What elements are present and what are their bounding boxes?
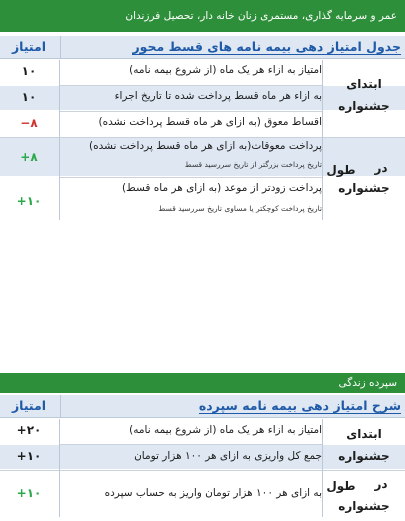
- s1-sep3: [0, 137, 405, 138]
- s2-vsep-right: [322, 419, 323, 517]
- s2-group2-label-b: طول: [326, 479, 356, 493]
- s2-sep2: [0, 470, 405, 471]
- s1-row3-text: اقساط معوق (به ازای هر ماه قسط پرداخت نشده): [98, 116, 322, 128]
- s1-row4-score: +۸: [20, 150, 38, 164]
- s2-sep1: [60, 444, 322, 445]
- s1-sep2: [60, 111, 322, 112]
- s2-row3-text: به ازای هر ۱۰۰ هزار تومان واریز به حساب سپرده: [104, 487, 322, 499]
- section2-title-row: [0, 395, 405, 418]
- section1-score-header: امتیاز: [11, 39, 47, 54]
- s2-row1-score: +۲۰: [16, 423, 42, 437]
- s1-group1-label-line1: ابتدای: [346, 77, 382, 91]
- s1-group2-label-a: در: [374, 161, 388, 175]
- s2-row2-score: +۱۰: [16, 449, 42, 463]
- s1-group2-label-c: جشنواره: [338, 181, 390, 195]
- s1-row4-subtext: تاریخ پرداخت بزرگتر از تاریخ سررسید قسط: [184, 160, 322, 169]
- section1-table-title-text: جدول امتیاز دهی بیمه نامه های قسط محور: [132, 39, 401, 54]
- s1-row5-score: +۱۰: [16, 194, 42, 208]
- section2-header-text: سپرده زندگی: [338, 377, 397, 389]
- s2-row1-text: امتیاز به ازاء هر یک ماه (از شروع بیمه نامه): [129, 424, 322, 436]
- s1-row3-score: −۸: [20, 116, 38, 130]
- s1-vsep-right: [322, 60, 323, 220]
- s1-row4-text: پرداخت معوقات(به ازای هر ماه قسط پرداخت نشده): [89, 140, 322, 152]
- s2-row2-text: جمع کل واریزی به ازای هر ۱۰۰ هزار تومان: [134, 450, 322, 462]
- s1-row1-score: ۱۰: [21, 64, 37, 78]
- s2-group2-label-a: در: [374, 477, 388, 491]
- section1-title-row: [0, 36, 405, 59]
- section2-table-title-text: شرح امتیاز دهی بیمه نامه سپرده: [198, 398, 401, 413]
- section1-header-text: عمر و سرمایه گذاری، مستمری زنان خانه دار، تحصیل فرزندان: [125, 10, 397, 22]
- s1-row2-score: ۱۰: [21, 90, 37, 104]
- section2-table-title: [60, 395, 401, 417]
- s1-row2-text: به ازاء هر ماه قسط پرداخت شده تا تاریخ اجراء: [114, 90, 322, 102]
- s1-row1-text: امتیاز به ازاء هر یک ماه (از شروع بیمه نامه): [129, 64, 322, 76]
- s1-row5-text: پرداخت زودتر از موعد (به ازای هر ماه قسط): [121, 182, 322, 194]
- s1-sep1: [60, 85, 322, 86]
- section1-table-title: [60, 36, 401, 58]
- s1-group1-label-line2: جشنواره: [338, 99, 390, 113]
- s1-sep4: [60, 177, 322, 178]
- s2-group1-label-line1: ابتدای: [346, 427, 382, 441]
- s1-group2-label-b: طول: [326, 163, 356, 177]
- section1-header: [0, 0, 405, 32]
- s2-group1-label-line2: جشنواره: [338, 449, 390, 463]
- s1-row5-subtext: تاریخ پرداخت کوچکتر یا مساوی تاریخ سررسید قسط: [158, 204, 322, 213]
- section2-header: [0, 373, 405, 393]
- s2-group2-label-c: جشنواره: [338, 499, 390, 513]
- s2-row3-score: +۱۰: [16, 486, 42, 500]
- section2-score-header: امتیاز: [11, 398, 47, 413]
